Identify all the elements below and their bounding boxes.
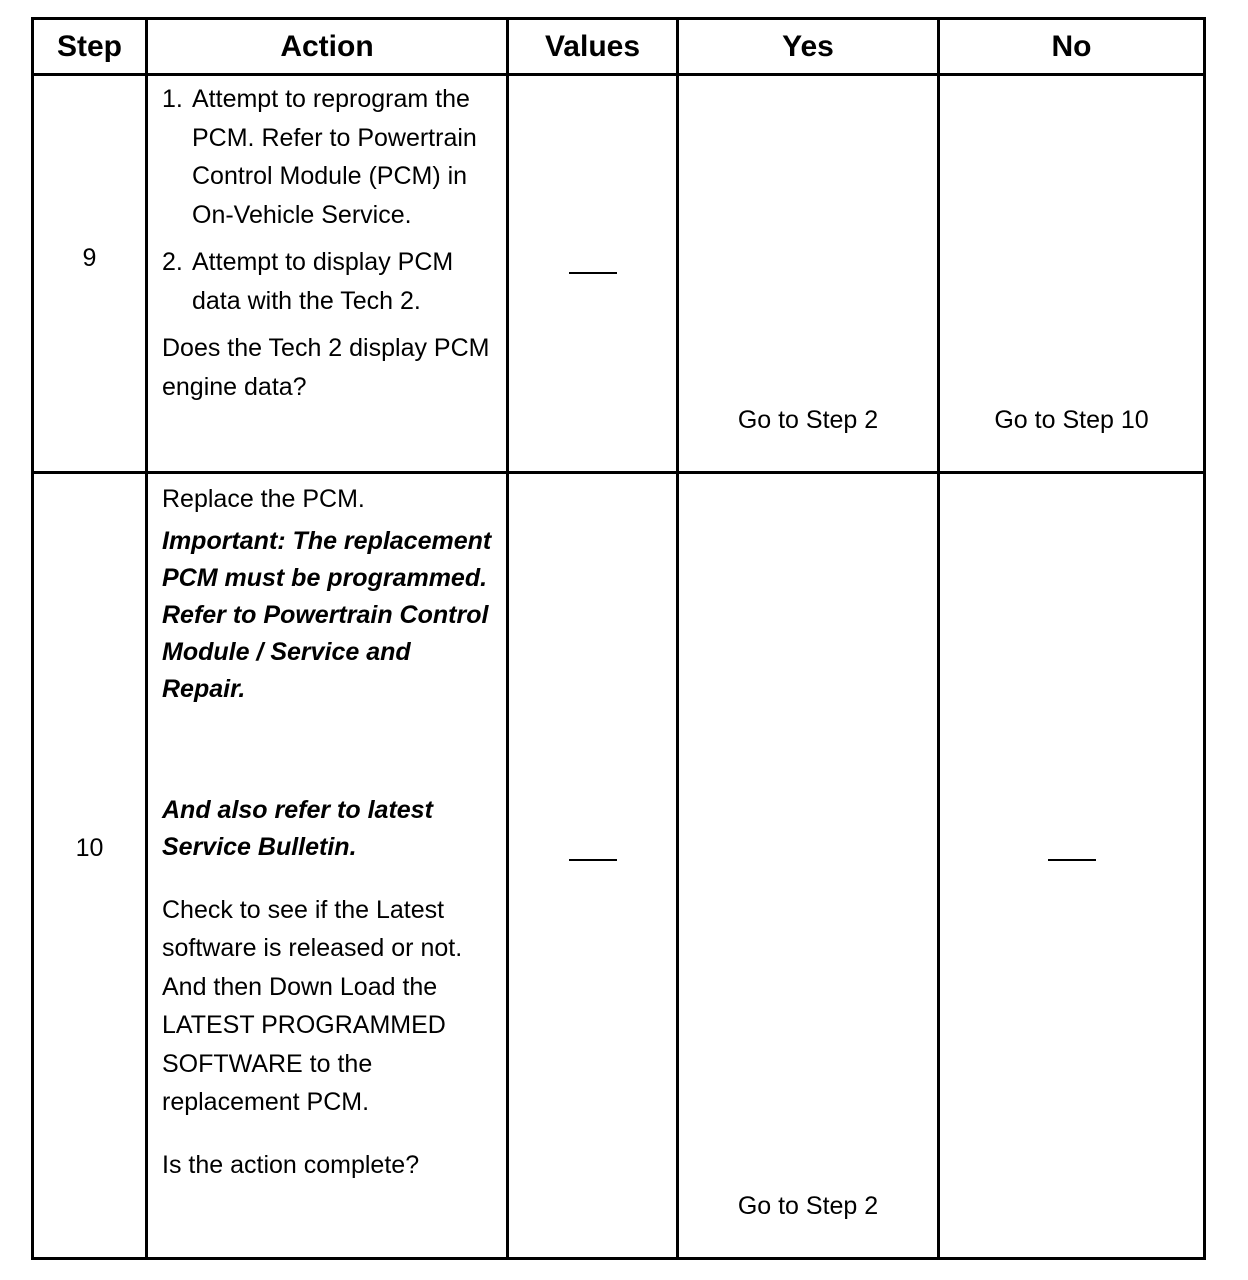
values-dash <box>569 859 617 861</box>
action-question: Is the action complete? <box>162 1150 420 1179</box>
header-action: Action <box>147 19 508 75</box>
action-text <box>162 80 496 406</box>
action-check: Check to see if the Latest software is released or not. And then Down Load the LATEST PROGRAMMED SOFTWARE to the replacement PCM. <box>162 895 463 1116</box>
action-cell <box>147 75 508 473</box>
action-question: Does the Tech 2 display PCM engine data? <box>162 334 490 401</box>
values-cell <box>508 75 678 473</box>
step-number: 9 <box>82 244 97 272</box>
diagnostic-step-table <box>31 17 1206 1260</box>
no-goto: Go to Step 10 <box>994 406 1149 434</box>
action-cell <box>147 473 508 1259</box>
yes-goto: Go to Step 2 <box>737 406 879 434</box>
action-text <box>162 480 496 1184</box>
yes-cell <box>678 75 939 473</box>
table-row <box>33 75 1205 473</box>
table-row <box>33 473 1205 1259</box>
yes-cell <box>678 473 939 1259</box>
no-cell <box>939 75 1205 473</box>
header-yes: Yes <box>678 19 939 75</box>
step-cell <box>33 473 147 1259</box>
header-row <box>33 19 1205 75</box>
action-step-2: 2. Attempt to display PCM data with the Tech 2. <box>162 248 454 315</box>
header-values: Values <box>508 19 678 75</box>
step-number: 10 <box>75 834 104 862</box>
header-no: No <box>939 19 1205 75</box>
values-cell <box>508 473 678 1259</box>
action-step-1: 1. Attempt to reprogram the PCM. Refer to Powertrain Control Module (PCM) in On-Vehicle Service. <box>162 85 477 229</box>
service-bulletin-note: And also refer to latest Service Bulletin. <box>162 795 433 861</box>
action-instruction: Replace the PCM. <box>162 485 365 513</box>
no-cell <box>939 473 1205 1259</box>
step-cell <box>33 75 147 473</box>
header-step: Step <box>33 19 147 75</box>
no-dash <box>1048 859 1096 861</box>
important-note: Important: The replacement PCM must be programmed. Refer to Powertrain Control Module / Service and Repair. <box>162 526 492 703</box>
values-dash <box>569 272 617 274</box>
yes-goto: Go to Step 2 <box>737 1192 879 1220</box>
